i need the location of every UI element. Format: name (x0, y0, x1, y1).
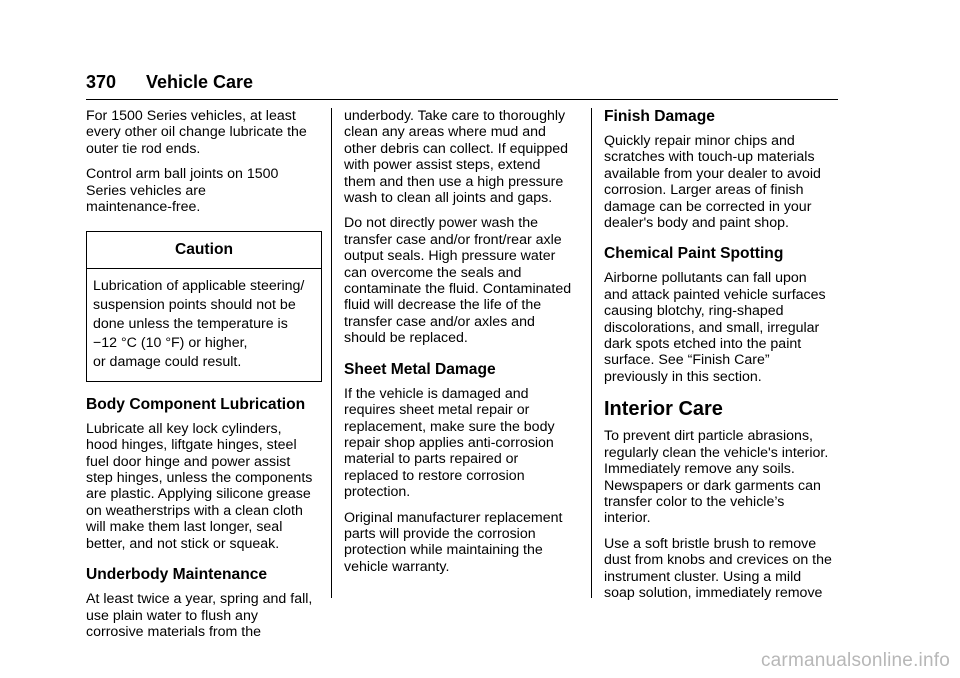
text-line: or damage could result. (93, 353, 242, 370)
text-line: vehicle warranty. (344, 558, 450, 575)
text-line: contaminate the fluid. Contaminated (344, 281, 572, 298)
section-heading: Underbody Maintenance (86, 566, 268, 584)
column-2 (344, 108, 580, 584)
text-line: on weatherstrips with a clean cloth (86, 502, 303, 519)
text-line: Immediately remove any soils. (604, 461, 795, 478)
text-line: use plain water to flush any (86, 607, 258, 624)
text-line: corrosion. Larger areas of finish (604, 182, 804, 199)
text-line: dust from knobs and crevices on the (604, 552, 832, 569)
paragraph (86, 591, 322, 640)
text-line: repair shop applies anti-corrosion (344, 434, 554, 451)
text-line: outer tie rod ends. (86, 140, 201, 157)
section-heading: Chemical Paint Spotting (604, 245, 784, 263)
text-line: are plastic. Applying silicone grease (86, 486, 311, 503)
text-line: Control arm ball joints on 1500 (86, 166, 279, 183)
text-line: previously in this section. (604, 368, 762, 385)
text-line: maintenance-free. (86, 199, 201, 216)
text-line: Lubricate all key lock cylinders, (86, 420, 282, 437)
text-line: Quickly repair minor chips and (604, 133, 795, 149)
text-line: Do not directly power wash the (344, 215, 538, 232)
caution-box (86, 231, 322, 381)
text-line: and attack painted vehicle surfaces (604, 286, 826, 303)
text-line: fuel door hinge and power assist (86, 453, 291, 470)
text-line: replaced to restore corrosion (344, 467, 525, 484)
text-line: replacement, make sure the body (344, 418, 555, 435)
text-line: Lubrication of applicable steering/ (93, 277, 305, 294)
text-line: If the vehicle is damaged and (344, 385, 529, 402)
column-divider (591, 108, 592, 598)
paragraph (604, 133, 844, 231)
text-line: protection while maintaining the (344, 542, 543, 559)
watermark-text: carmanualsonline.info (760, 650, 950, 671)
text-line: At least twice a year, spring and fall, (86, 591, 313, 608)
paragraph (344, 215, 580, 346)
text-line: every other oil change lubricate the (86, 124, 307, 141)
caution-title: Caution (87, 232, 321, 268)
caution-body (87, 269, 321, 381)
text-line: hood hinges, liftgate hinges, steel (86, 437, 297, 454)
text-line: regularly clean the vehicle's interior. (604, 444, 829, 461)
text-line: transfer case and/or axles and (344, 313, 535, 330)
text-line: suspension points should not be (93, 296, 296, 313)
column-3 (604, 108, 844, 610)
text-line: Newspapers or dark garments can (604, 477, 821, 494)
page-number: 370 (86, 72, 117, 92)
header-rule (86, 99, 838, 100)
text-line: causing blotchy, ring-shaped (604, 303, 784, 320)
text-line: Use a soft bristle brush to remove (604, 535, 817, 552)
section-heading: Finish Damage (604, 108, 715, 125)
text-line: discolorations, and small, irregular (604, 319, 820, 336)
text-line: dealer's body and paint shop. (604, 215, 789, 232)
section-heading-major: Interior Care (604, 398, 723, 421)
text-line: done unless the temperature is (93, 315, 288, 332)
text-line: interior. (604, 510, 651, 527)
paragraph (604, 536, 844, 602)
paragraph (344, 386, 580, 501)
page-header (86, 72, 838, 100)
text-line: surface. See “Finish Care” (604, 352, 770, 369)
paragraph (86, 108, 322, 157)
text-line: scratches with touch-up materials (604, 149, 815, 166)
text-line: output seals. High pressure water (344, 248, 556, 265)
text-line: damage can be corrected in your (604, 198, 812, 215)
paragraph (344, 510, 580, 576)
text-line: transfer color to the vehicle’s (604, 493, 785, 510)
text-line: with power assist steps, extend (344, 157, 541, 174)
text-line: clean any areas where mud and (344, 124, 546, 141)
text-line: transfer case and/or front/rear axle (344, 231, 562, 248)
text-line: dark spots etched into the paint (604, 336, 802, 353)
paragraph (86, 166, 322, 215)
text-line: fluid will decrease the life of the (344, 297, 542, 314)
paragraph (604, 270, 844, 385)
paragraph (344, 108, 580, 206)
text-line: soap solution, immediately remove (604, 584, 823, 601)
text-line: better, and not stick or squeak. (86, 535, 280, 552)
section-heading: Body Component Lubrication (86, 395, 306, 413)
section-heading: Sheet Metal Damage (344, 360, 496, 378)
text-line: will make them last longer, seal (86, 519, 283, 536)
text-line: wash to clean all joints and gaps. (344, 190, 553, 207)
text-line: them and then use a high pressure (344, 173, 564, 190)
paragraph (604, 428, 844, 526)
paragraph (86, 421, 322, 552)
column-1 (86, 108, 322, 649)
text-line: instrument cluster. Using a mild (604, 568, 802, 585)
text-line: underbody. Take care to thoroughly (344, 108, 566, 124)
text-line: corrosive materials from the (86, 623, 262, 640)
text-line: Airborne pollutants can fall upon (604, 270, 807, 287)
text-line: For 1500 Series vehicles, at least (86, 108, 296, 124)
running-title: Vehicle Care (146, 72, 254, 92)
column-divider (331, 108, 332, 598)
text-line: can overcome the seals and (344, 264, 522, 281)
text-line: other debris can collect. If equipped (344, 140, 568, 157)
text-line: Original manufacturer replacement (344, 509, 563, 526)
text-line: −12 °C (10 °F) or higher, (93, 334, 248, 351)
text-line: Series vehicles are (86, 182, 206, 199)
text-line: protection. (344, 484, 411, 501)
text-line: material to parts repaired or (344, 451, 519, 468)
text-line: should be replaced. (344, 330, 468, 347)
text-line: step hinges, unless the components (86, 470, 313, 487)
text-line: requires sheet metal repair or (344, 402, 530, 419)
text-line: To prevent dirt particle abrasions, (604, 428, 813, 445)
text-line: parts will provide the corrosion (344, 525, 536, 542)
text-line: available from your dealer to avoid (604, 165, 821, 182)
